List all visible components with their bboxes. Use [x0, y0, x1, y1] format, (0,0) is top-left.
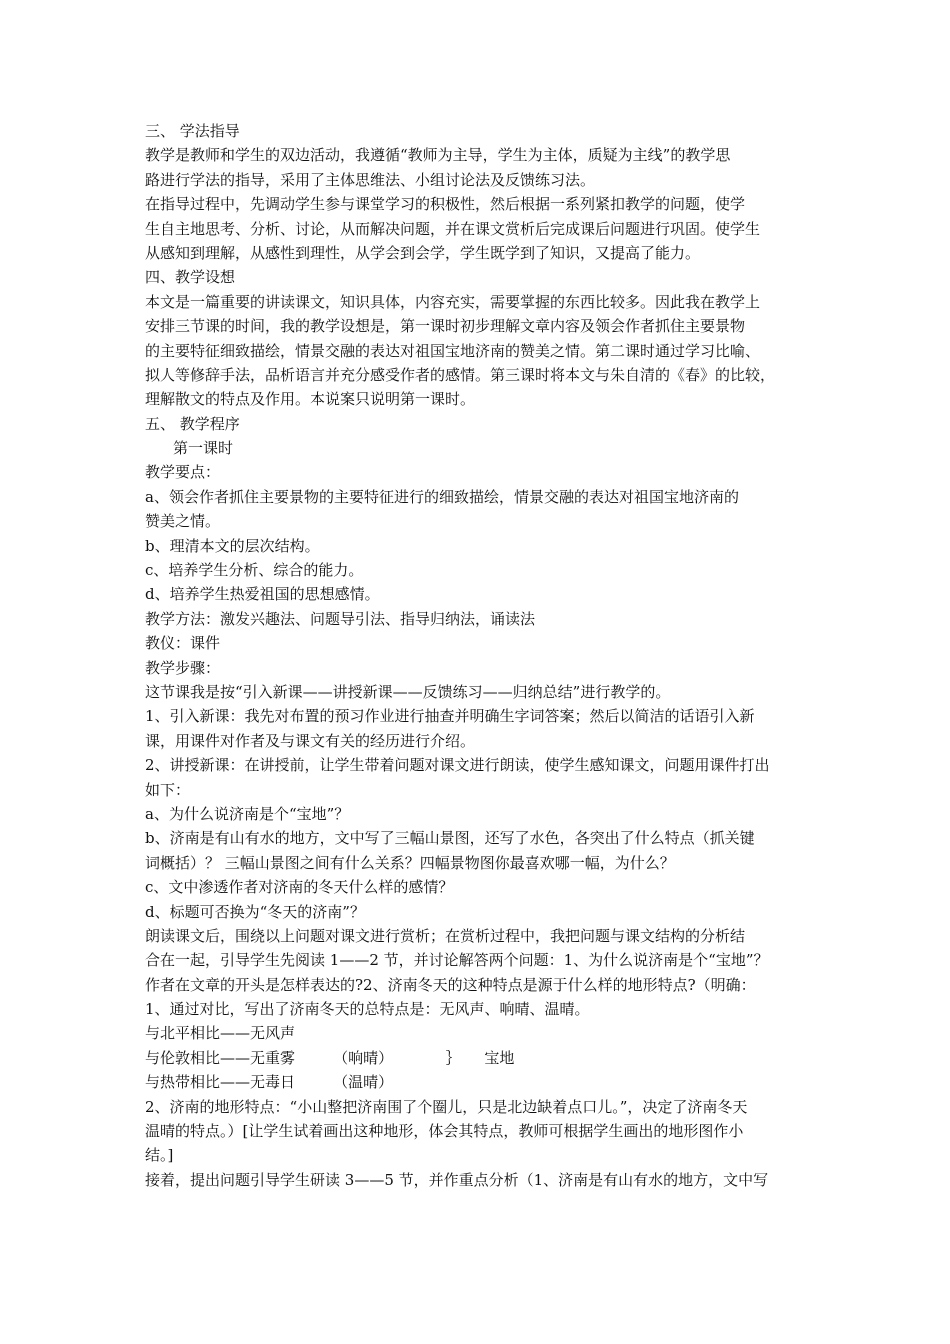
paragraph-line: 合在一起，引导学生先阅读 1——2 节，并讨论解答两个问题：1、为什么说济南是个“宝地”？ — [145, 951, 769, 970]
comparison-line: 与热带相比——无毒日 （温晴） — [145, 1073, 394, 1092]
paragraph-line: 作者在文章的开头是怎样表达的?2、济南冬天的这种特点是源于什么样的地形特点?（明确： — [145, 975, 756, 994]
paragraph-line: 结。] — [145, 1146, 174, 1165]
list-item: d、标题可否换为“冬天的济南”？ — [145, 902, 365, 921]
comparison-line: 与伦敦相比——无重雾 （响晴） ｝ 宝地 — [145, 1048, 515, 1067]
paragraph-line: 教学步骤： — [145, 658, 221, 677]
paragraph-line: 赞美之情。 — [145, 512, 221, 531]
paragraph-line: 朗读课文后，围绕以上问题对课文进行赏析；在赏析过程中，我把问题与课文结构的分析结 — [145, 926, 746, 945]
paragraph-line: 在指导过程中，先调动学生参与课堂学习的积极性，然后根据一系列紧扣教学的问题，使学 — [145, 195, 746, 214]
paragraph-line: 1、引入新课：我先对布置的预习作业进行抽查并明确生字词答案；然后以简洁的话语引入新 — [145, 707, 755, 726]
paragraph-line: 教学要点： — [145, 463, 221, 482]
paragraph-line: 2、讲授新课：在讲授前，让学生带着问题对课文进行朗读，使学生感知课文，问题用课件打出 — [145, 756, 770, 775]
list-item: a、领会作者抓住主要景物的主要特征进行的细致描绘，情景交融的表达对祖国宝地济南的 — [145, 487, 739, 506]
paragraph-line: 生自主地思考、分析、讨论，从而解决问题，并在课文赏析后完成课后问题进行巩固。使学生 — [145, 219, 761, 238]
paragraph-line: 教学是教师和学生的双边活动，我遵循“教师为主导，学生为主体，质疑为主线”的教学思 — [145, 146, 731, 165]
list-item: c、培养学生分析、综合的能力。 — [145, 561, 364, 580]
list-item: b、济南是有山有水的地方，文中写了三幅山景图，还写了水色，各突出了什么特点（抓关键 — [145, 829, 755, 848]
subheading-first-lesson: 第一课时 — [173, 439, 234, 458]
paragraph-line: 接着，提出问题引导学生研读 3——5 节，并作重点分析（1、济南是有山有水的地方，文中写 — [145, 1170, 769, 1189]
list-item: a、为什么说济南是个“宝地”？ — [145, 804, 350, 823]
paragraph-line: 如下： — [145, 780, 191, 799]
list-item: d、培养学生热爱祖国的思想感情。 — [145, 585, 380, 604]
paragraph-line: 路进行学法的指导，采用了主体思维法、小组讨论法及反馈练习法。 — [145, 170, 596, 189]
paragraph-line: 课，用课件对作者及与课文有关的经历进行介绍。 — [145, 731, 476, 750]
comparison-line: 与北平相比——无风声 — [145, 1024, 296, 1043]
paragraph-line: 安排三节课的时间，我的教学设想是，第一课时初步理解文章内容及领会作者抓住主要景物 — [145, 317, 746, 336]
paragraph-line: 温晴的特点。）[让学生试着画出这种地形，体会其特点，教师可根据学生画出的地形图作小 — [145, 1122, 744, 1141]
paragraph-line: 教仪：课件 — [145, 634, 221, 653]
paragraph-line: 这节课我是按“引入新课——讲授新课——反馈练习——归纳总结”进行教学的。 — [145, 682, 671, 701]
paragraph-line: 从感知到理解，从感性到理性，从学会到会学，学生既学到了知识，又提高了能力。 — [145, 243, 701, 262]
heading-teaching-procedure: 五、 教学程序 — [145, 414, 240, 433]
paragraph-line: 拟人等修辞手法，品析语言并充分感受作者的感情。第三课时将本文与朱自清的《春》的比较， — [145, 365, 776, 384]
paragraph-line: 本文是一篇重要的讲读课文，知识具体，内容充实，需要掌握的东西比较多。因此我在教学上 — [145, 292, 761, 311]
heading-study-method: 三、 学法指导 — [145, 122, 240, 140]
paragraph-line: 理解散文的特点及作用。本说案只说明第一课时。 — [145, 390, 476, 409]
paragraph-line: 2、济南的地形特点：“小山整把济南围了个圈儿，只是北边缺着点口儿。”，决定了济南冬天 — [145, 1097, 748, 1116]
paragraph-line: 的主要特征细致描绘，情景交融的表达对祖国宝地济南的赞美之情。第二课时通过学习比喻、 — [145, 341, 761, 360]
list-item: b、理清本文的层次结构。 — [145, 536, 320, 555]
paragraph-line: 词概括）？ 三幅山景图之间有什么关系？四幅景物图你最喜欢哪一幅，为什么？ — [145, 853, 675, 872]
list-item: c、文中渗透作者对济南的冬天什么样的感情？ — [145, 878, 454, 897]
heading-teaching-idea: 四、教学设想 — [145, 268, 236, 287]
paragraph-line: 1、通过对比，写出了济南冬天的总特点是：无风声、响晴、温晴。 — [145, 1000, 590, 1019]
paragraph-line: 教学方法：激发兴趣法、问题导引法、指导归纳法，诵读法 — [145, 609, 536, 628]
document-body — [145, 119, 815, 1192]
